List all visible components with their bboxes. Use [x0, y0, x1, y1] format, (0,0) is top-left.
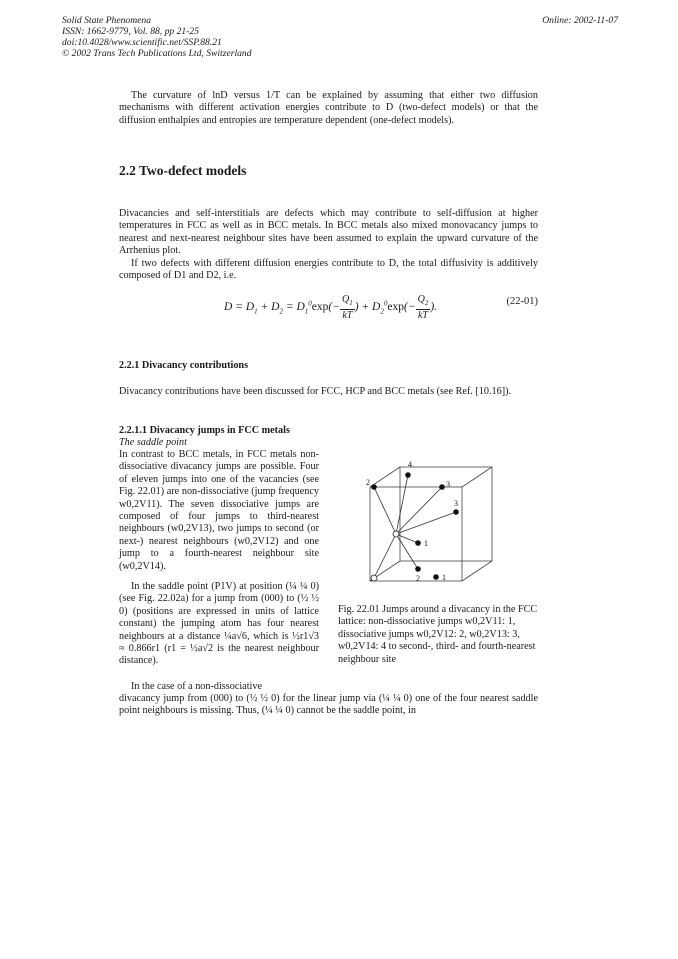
subsection-paragraph: Divacancy contributions have been discussed for FCC, HCP and BCC metals (see Ref. [10.16]).: [119, 386, 512, 397]
fig-label-1b: 1: [442, 573, 446, 582]
fig-label-1a: 1: [424, 539, 428, 548]
saddle-point-title: The saddle point: [119, 437, 187, 448]
vacancy-site: [393, 531, 399, 537]
column-paragraph-1: In contrast to BCC metals, in FCC metals non-dissociative divacancy jumps are possible. Four of eleven jumps into one of the vacancies (see Fig. 22.01) are non-dissociative (jump frequency w0,2V11). The seven dissociative jumps are composed of four jumps to third-nearest neighbours (w0,2V13), two jumps to second (or next-) nearest neighbours (w0,2V12) and one jump to a fourth-nearest neighbour site (w0,2V14).: [119, 449, 319, 572]
section-paragraph-2: If two defects with different diffusion energies contribute to D, the total diffusivity is additively composed of D1 and D2, i.e.: [119, 258, 538, 282]
column-paragraph-2: In the saddle point (P1V) at position (¼ ¼ 0) (see Fig. 22.02a) for a jump from (000) to (½ ½ 0) (positions are expressed in units of lattice constant) the jumping atom has four nearest neighbours at a distance ¼a√6, which is ½r1√3 ≈ 0.866r1 (r1 = ½a√2 is the nearest neighbour distance).: [119, 581, 319, 667]
final-paragraph-rest: divacancy jump from (000) to (½ ½ 0) for the linear jump via (¼ ¼ 0) one of the four nearest saddle point neighbours is missing. Thus, (¼ ¼ 0) cannot be the saddle point, in: [119, 693, 538, 717]
section-paragraph-1: Divacancies and self-interstitials are defects which may contribute to self-diffusion at higher temperatures in FCC as well as in BCC metals. In BCC metals also mixed monovacancy jumps to nearest and next-nearest neighbour sites have been assumed to explain the upward curvature of the Arrhenius plot.: [119, 208, 538, 257]
section-heading: 2.2 Two-defect models: [119, 163, 247, 178]
equation-number: (22-01): [506, 296, 538, 307]
site-1b-point: [433, 574, 439, 580]
subsection-heading: 2.2.1 Divacancy contributions: [119, 360, 249, 371]
journal-name: Solid State Phenomena: [62, 15, 151, 26]
journal-header: [62, 15, 252, 59]
site-3b-point: [453, 509, 459, 515]
issn-line: ISSN: 1662-9779, Vol. 88, pp 21-25: [62, 26, 199, 37]
fig-label-4: 4: [408, 460, 412, 469]
intro-paragraph: The curvature of lnD versus 1/T can be explained by assuming that either two diffusion mechanisms with different activation energies contribute to D (two-defect models) or that the diffusion enthalpies and entropies are temperature dependent (one-defect models).: [119, 90, 538, 126]
copyright-line: © 2002 Trans Tech Publications Ltd, Switzerland: [62, 48, 252, 59]
vacancy-site-2: [371, 575, 377, 581]
fig-label-2b: 2: [416, 574, 420, 583]
site-1-point: [415, 540, 421, 546]
fig-label-2a: 2: [366, 478, 370, 487]
site-4-point: [405, 472, 411, 478]
fig-label-3a: 3: [446, 480, 450, 489]
fig-label-3b: 3: [454, 499, 458, 508]
online-date: Online: 2002-11-07: [542, 15, 618, 26]
equation-22-01: [119, 288, 538, 322]
site-3-point: [439, 484, 445, 490]
equation-body: $D = D_1 + D_2 = D_1^0\exp(-$ $\frac{Q_1}{kT}$ ) + $D_2^0\exp(-$ $\frac{Q_2}{kT}$ ).: [224, 294, 438, 321]
site-2-point: [371, 484, 377, 490]
final-paragraph-start: In the case of a non-dissociative: [131, 681, 262, 692]
subsubsection-heading: 2.2.1.1 Divacancy jumps in FCC metals: [119, 425, 290, 436]
figure-caption: Fig. 22.01 Jumps around a divacancy in the FCC lattice: non-dissociative jumps w0,2V11: 1, dissociative jumps w0,2V12: 2, w0,2V13: 3, w0,2V14: 4 to second-, third- and fourth-nearest neighbour site: [338, 604, 538, 665]
doi-line: doi:10.4028/www.scientific.net/SSP.88.21: [62, 37, 222, 48]
divacancy-lattice-figure: [338, 457, 528, 597]
site-2b-point: [415, 566, 421, 572]
